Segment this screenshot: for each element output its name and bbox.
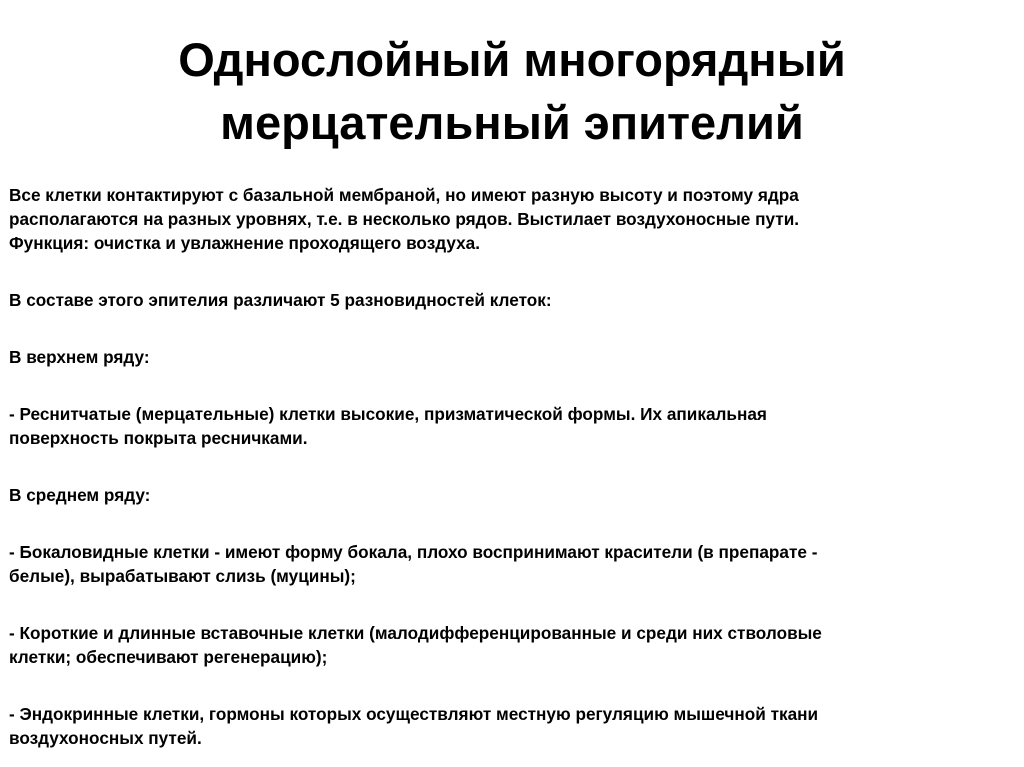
text-line: В верхнем ряду: (9, 347, 150, 367)
text-line: В составе этого эпителия различают 5 разновидностей клеток: (9, 290, 552, 310)
paragraph-middle-row-heading (9, 483, 1009, 507)
text-line: клетки; обеспечивают регенерацию); (9, 647, 328, 667)
text-line: воздухоносных путей. (9, 728, 202, 748)
slide-title (60, 28, 964, 154)
slide-body (9, 183, 1009, 750)
paragraph-cell-types (9, 288, 1009, 312)
paragraph-ciliated-cells (9, 402, 1009, 450)
text-line: белые), вырабатывают слизь (муцины); (9, 566, 356, 586)
paragraph-intercalated-cells (9, 621, 1009, 669)
paragraph-upper-row-heading (9, 345, 1009, 369)
text-line: располагаются на разных уровнях, т.е. в несколько рядов. Выстилает воздухоносные пути. (9, 209, 800, 229)
paragraph-endocrine-cells (9, 702, 1009, 750)
slide-title-line: Однослойный многорядный (178, 33, 846, 86)
slide-title-line: мерцательный эпителий (220, 96, 804, 149)
text-line: Функция: очистка и увлажнение проходящего воздуха. (9, 233, 481, 253)
paragraph-description (9, 183, 1009, 255)
text-line: - Короткие и длинные вставочные клетки (малодифференцированные и среди них стволовые (9, 623, 822, 643)
paragraph-goblet-cells (9, 540, 1009, 588)
text-line: - Реснитчатые (мерцательные) клетки высокие, призматической формы. Их апикальная (9, 404, 767, 424)
text-line: В среднем ряду: (9, 485, 151, 505)
text-line: - Эндокринные клетки, гормоны которых осуществляют местную регуляцию мышечной ткани (9, 704, 819, 724)
text-line: - Бокаловидные клетки - имеют форму бокала, плохо воспринимают красители (в препарате - (9, 542, 818, 562)
text-line: Все клетки контактируют с базальной мембраной, но имеют разную высоту и поэтому ядра (9, 185, 799, 205)
text-line: поверхность покрыта ресничками. (9, 428, 308, 448)
